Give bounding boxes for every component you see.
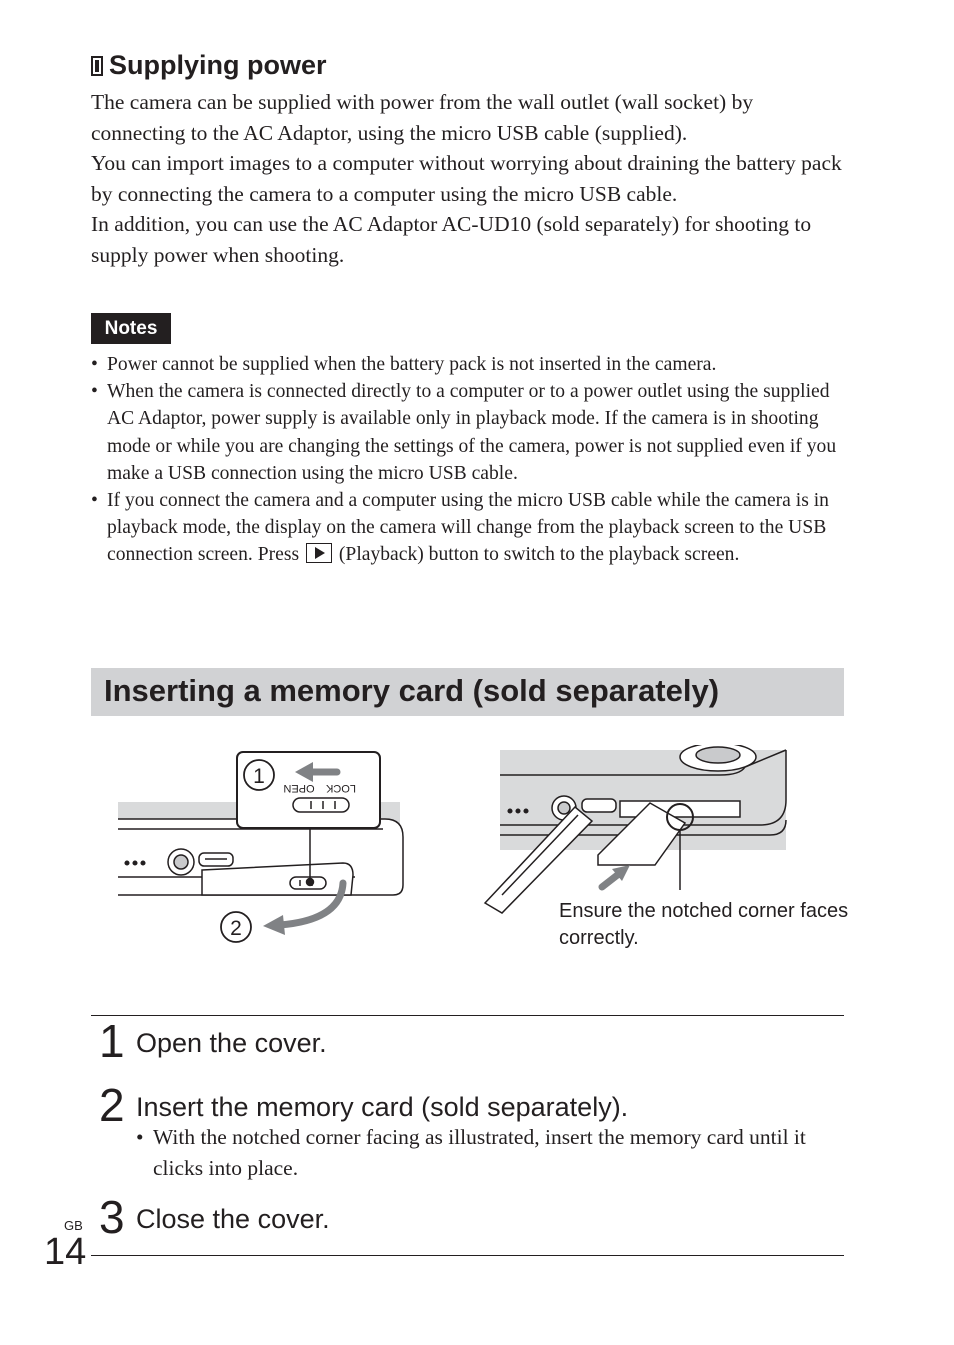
playback-button-icon xyxy=(306,543,332,563)
note-item xyxy=(91,487,851,569)
illustration-caption: Ensure the notched corner faces correctly. xyxy=(559,900,849,949)
section-heading-supplying-power xyxy=(91,50,327,81)
open-label: OPEN xyxy=(283,782,315,794)
open-cover-illustration xyxy=(115,745,415,955)
step-text: Open the cover. xyxy=(136,1028,327,1058)
note-text: If you connect the camera and a computer using the micro USB cable while the camera is in playback mode, the display on the camera will change from the playback screen to the USB connection screen. Press xyxy=(107,490,829,566)
step-text: Insert the memory card (sold separately). xyxy=(136,1092,629,1122)
footer-divider xyxy=(91,1255,844,1256)
supplying-power-body xyxy=(91,87,851,271)
note-item: • When the camera is connected directly to a computer or to a power outlet using the supplied AC Adaptor, power supply is available only in playback mode. If the camera is in shooting mode or while you are changing the settings of the camera, power is not supplied even if you make a USB connection using the micro USB cable. xyxy=(91,378,851,487)
section-marker-icon xyxy=(91,56,103,76)
page-region-code: GB xyxy=(64,1218,83,1233)
note-text: (Playback) button to switch to the playback screen. xyxy=(338,544,740,566)
step-bullet: • With the notched corner facing as illustrated, insert the memory card until it clicks into place. xyxy=(136,1122,853,1184)
insert-card-illustration xyxy=(480,745,800,920)
paragraph: The camera can be supplied with power from the wall outlet (wall socket) by connecting to the AC Adaptor, using the micro USB cable (supplied). xyxy=(91,90,754,145)
lock-label: LOCK xyxy=(326,782,356,794)
step-number: 1 xyxy=(99,1015,125,1067)
section-banner-memory-card xyxy=(91,668,844,716)
notes-badge: Notes xyxy=(91,313,171,344)
note-item: • Power cannot be supplied when the battery pack is not inserted in the camera. xyxy=(91,351,851,378)
paragraph: You can import images to a computer without worrying about draining the battery pack by connecting the camera to a computer using the micro USB cable. xyxy=(91,151,842,206)
notes-list xyxy=(91,351,851,569)
section-heading-text: Supplying power xyxy=(109,50,327,80)
paragraph: In addition, you can use the AC Adaptor AC-UD10 (sold separately) for shooting to supply power when shooting. xyxy=(91,212,812,267)
callout-2-label: 2 xyxy=(230,917,242,940)
step-number: 2 xyxy=(99,1079,125,1131)
callout-1-label: 1 xyxy=(253,765,265,788)
banner-title: Inserting a memory card (sold separately) xyxy=(104,673,720,708)
page-number: 14 xyxy=(44,1231,87,1273)
steps-top-divider xyxy=(91,1015,844,1016)
step-number: 3 xyxy=(99,1191,125,1243)
step-text: Close the cover. xyxy=(136,1204,330,1234)
